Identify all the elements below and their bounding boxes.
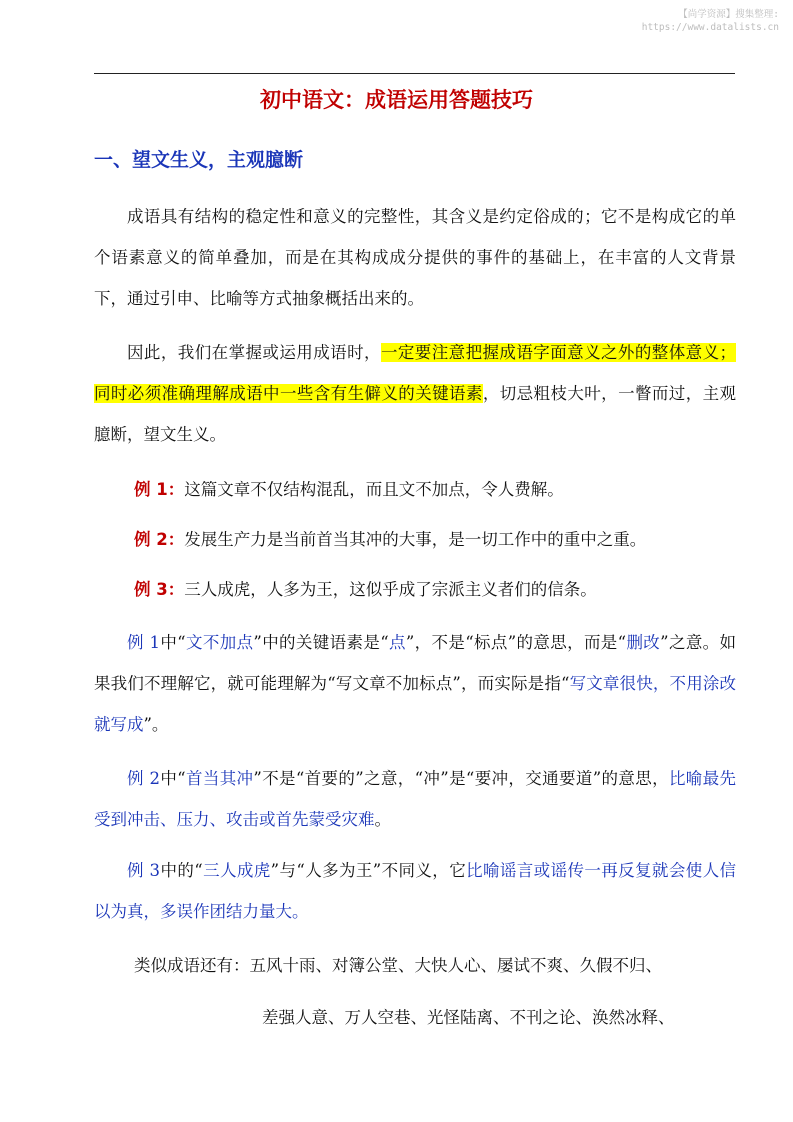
- section-heading: 一、望文生义，主观臆断: [94, 149, 304, 171]
- example-3: [134, 576, 597, 600]
- example-3-text: 三人成虎，人多为王，这似乎成了宗派主义者们的信条。: [184, 580, 597, 599]
- watermark-line-1: 【尚学资源】搜集整理:: [678, 9, 779, 20]
- header-rule: [94, 73, 735, 74]
- analysis-1-ref: 例 1: [127, 633, 160, 652]
- analysis-1-meaning: 删改: [626, 633, 661, 652]
- analysis-3-text: ”与“人多为王”不同义，它: [270, 861, 467, 880]
- analysis-3-ref: 例 3: [127, 861, 161, 880]
- similar-idioms-label: 类似成语还有：: [134, 956, 250, 975]
- analysis-3-text: 中的“: [160, 861, 203, 880]
- paragraph-advice: [94, 332, 736, 455]
- advice-text-after: ，切忌粗枝大叶，一瞥而过，主观臆断，望文生义。: [94, 384, 737, 444]
- analysis-2-text: 中“: [159, 769, 186, 788]
- highlighted-text: 一定要注意把握成语字面意义之外的整体意义；同时必须准确理解成语中一些含有生僻义的关键语素: [94, 343, 737, 403]
- analysis-1-idiom: 文不加点: [185, 633, 254, 652]
- analysis-1-text: ”之意。如果我们不理解它，就可能理解为“写文章不加标点”，而实际是指“: [94, 633, 737, 693]
- example-1-text: 这篇文章不仅结构混乱，而且文不加点，令人费解。: [184, 480, 564, 499]
- similar-idioms-line-1: [134, 952, 662, 976]
- analysis-2-idiom: 首当其冲: [185, 769, 254, 788]
- analysis-1: [94, 622, 736, 745]
- analysis-3-idiom: 三人成虎: [202, 861, 271, 880]
- analysis-1-text: ”，不是“标点”的意思，而是“: [405, 633, 627, 652]
- example-3-label: 例 3：: [134, 580, 185, 599]
- example-2-label: 例 2：: [134, 530, 185, 549]
- watermark-line-2: https://www.datalists.cn: [641, 22, 779, 33]
- analysis-2-meaning: 比喻最先受到冲击、压力、攻击或首先蒙受灾难: [94, 769, 737, 829]
- analysis-3: [94, 850, 736, 932]
- analysis-2-text: ”不是“首要的”之意，“冲”是“要冲，交通要道”的意思，: [253, 769, 669, 788]
- analysis-1-actual-meaning: 写文章很快，不用涂改就写成: [94, 674, 737, 734]
- watermark: [642, 8, 779, 34]
- analysis-2: [94, 758, 736, 840]
- analysis-2-ref: 例 2: [127, 769, 160, 788]
- example-2-text: 发展生产力是当前首当其冲的大事，是一切工作中的重中之重。: [184, 530, 647, 549]
- advice-text-before: 因此，我们在掌握或运用成语时，: [127, 343, 381, 362]
- similar-idioms-text-1: 五风十雨、对簿公堂、大快人心、屡试不爽、久假不归、: [249, 956, 662, 975]
- analysis-1-text: ”。: [143, 715, 169, 734]
- example-1-label: 例 1：: [134, 480, 185, 499]
- analysis-1-key-morpheme: 点: [388, 633, 406, 652]
- analysis-3-meaning: 比喻谣言或谣传一再反复就会使人信以为真，多误作团结力量大。: [94, 861, 737, 921]
- paragraph-intro: 成语具有结构的稳定性和意义的完整性，其含义是约定俗成的；它不是构成它的单个语素意义的简单叠加，而是在其构成成分提供的事件的基础上，在丰富的人文背景下，通过引申、比喻等方式抽象概括出来的。: [94, 207, 736, 308]
- analysis-2-text: 。: [374, 810, 391, 829]
- similar-idioms-line-2: 差强人意、万人空巷、光怪陆离、不刊之论、涣然冰释、: [262, 1008, 675, 1027]
- analysis-1-text: 中“: [159, 633, 186, 652]
- document-title: 初中语文：成语运用答题技巧: [260, 88, 533, 112]
- example-1: [134, 476, 564, 500]
- analysis-1-text: ”中的关键语素是“: [253, 633, 389, 652]
- example-2: [134, 526, 646, 550]
